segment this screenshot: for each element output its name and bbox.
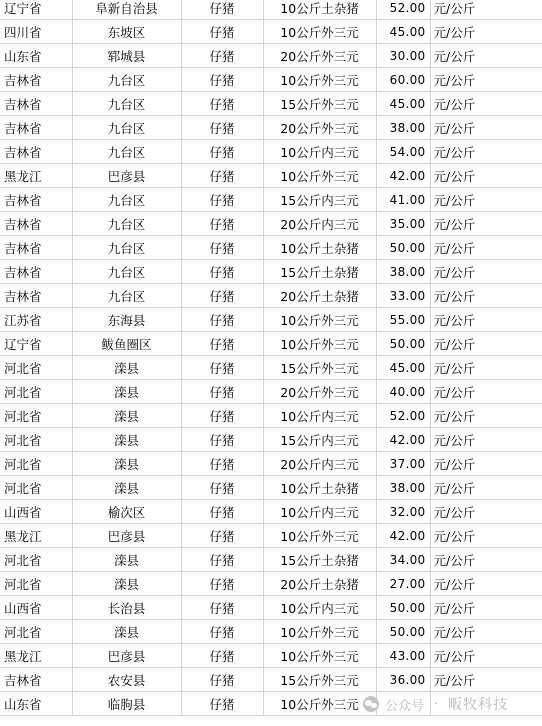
cell-unit[interactable]: 元/公斤 — [430, 68, 542, 92]
cell-unit[interactable]: 元/公斤 — [430, 0, 542, 20]
cell-type[interactable]: 仔猪 — [181, 332, 263, 356]
cell-province[interactable]: 山东省 — [0, 44, 72, 68]
cell-spec[interactable]: 10公斤外三元 — [263, 332, 376, 356]
table-row — [0, 524, 542, 548]
cell-price[interactable]: 30.00 — [376, 44, 430, 68]
cell-unit[interactable]: 元/公斤 — [430, 164, 542, 188]
cell-province[interactable]: 吉林省 — [0, 668, 72, 692]
table-row — [0, 452, 542, 476]
cell-area[interactable]: 农安县 — [72, 668, 181, 692]
cell-province[interactable]: 黑龙江 — [0, 164, 72, 188]
cell-type[interactable]: 仔猪 — [181, 620, 263, 644]
cell-price[interactable]: 54.00 — [376, 140, 430, 164]
table-row — [0, 0, 542, 20]
cell-area[interactable]: 九台区 — [72, 92, 181, 116]
cell-type[interactable]: 仔猪 — [181, 164, 263, 188]
cell-unit[interactable]: 元/公斤 — [430, 428, 542, 452]
cell-unit[interactable]: 元/公斤 — [430, 356, 542, 380]
cell-price[interactable]: 50.00 — [376, 620, 430, 644]
cell-price[interactable]: 50.00 — [376, 596, 430, 620]
cell-area[interactable]: 九台区 — [72, 284, 181, 308]
cell-type[interactable]: 仔猪 — [181, 524, 263, 548]
cell-price[interactable]: 45.00 — [376, 92, 430, 116]
cell-unit[interactable]: 元/公斤 — [430, 500, 542, 524]
cell-province[interactable]: 吉林省 — [0, 188, 72, 212]
table-row — [0, 572, 542, 596]
cell-unit[interactable]: 元/公斤 — [430, 116, 542, 140]
cell-type[interactable]: 仔猪 — [181, 452, 263, 476]
cell-unit[interactable]: 元/公斤 — [430, 20, 542, 44]
cell-price[interactable]: 35.00 — [376, 212, 430, 236]
cell-area[interactable]: 滦县 — [72, 404, 181, 428]
cell-type[interactable]: 仔猪 — [181, 500, 263, 524]
cell-area[interactable]: 滦县 — [72, 452, 181, 476]
cell-price[interactable]: 37.00 — [376, 452, 430, 476]
table-row — [0, 68, 542, 92]
cell-price[interactable] — [376, 692, 430, 716]
cell-province[interactable]: 吉林省 — [0, 212, 72, 236]
cell-spec[interactable]: 10公斤外三元 — [263, 68, 376, 92]
cell-area[interactable]: 巴彦县 — [72, 524, 181, 548]
cell-unit[interactable]: 元/公斤 — [430, 572, 542, 596]
cell-type[interactable]: 仔猪 — [181, 572, 263, 596]
table-row — [0, 116, 542, 140]
cell-unit[interactable] — [430, 692, 542, 716]
cell-province[interactable]: 黑龙江 — [0, 644, 72, 668]
cell-spec[interactable]: 15公斤内三元 — [263, 188, 376, 212]
cell-area[interactable]: 鲅鱼圈区 — [72, 332, 181, 356]
cell-unit[interactable]: 元/公斤 — [430, 596, 542, 620]
cell-province[interactable]: 吉林省 — [0, 140, 72, 164]
cell-type[interactable]: 仔猪 — [181, 212, 263, 236]
cell-area[interactable]: 滦县 — [72, 548, 181, 572]
cell-province[interactable]: 山西省 — [0, 500, 72, 524]
cell-price[interactable]: 52.00 — [376, 0, 430, 20]
cell-area[interactable]: 九台区 — [72, 212, 181, 236]
cell-area[interactable]: 临朐县 — [72, 692, 181, 716]
cell-province[interactable]: 吉林省 — [0, 236, 72, 260]
cell-unit[interactable]: 元/公斤 — [430, 212, 542, 236]
cell-price[interactable]: 45.00 — [376, 20, 430, 44]
cell-area[interactable]: 东海县 — [72, 308, 181, 332]
cell-province[interactable]: 河北省 — [0, 404, 72, 428]
cell-price[interactable]: 38.00 — [376, 116, 430, 140]
watermark-separator: · — [434, 696, 439, 712]
cell-area[interactable]: 滦县 — [72, 380, 181, 404]
cell-area[interactable]: 九台区 — [72, 188, 181, 212]
cell-spec[interactable]: 20公斤外三元 — [263, 380, 376, 404]
table-row — [0, 692, 542, 716]
cell-spec[interactable]: 20公斤外三元 — [263, 44, 376, 68]
cell-price[interactable]: 42.00 — [376, 164, 430, 188]
cell-spec[interactable]: 10公斤内三元 — [263, 140, 376, 164]
table-row — [0, 308, 542, 332]
cell-spec[interactable]: 10公斤外三元 — [263, 164, 376, 188]
cell-area[interactable]: 巴彦县 — [72, 644, 181, 668]
cell-unit[interactable]: 元/公斤 — [430, 92, 542, 116]
cell-unit[interactable]: 元/公斤 — [430, 380, 542, 404]
cell-spec[interactable]: 20公斤内三元 — [263, 452, 376, 476]
cell-unit[interactable]: 元/公斤 — [430, 332, 542, 356]
watermark-prefix: 公众号 — [385, 698, 425, 714]
cell-spec[interactable]: 10公斤外三元 — [263, 524, 376, 548]
cell-province[interactable]: 河北省 — [0, 452, 72, 476]
table-row — [0, 380, 542, 404]
cell-type[interactable]: 仔猪 — [181, 236, 263, 260]
cell-unit[interactable]: 元/公斤 — [430, 668, 542, 692]
cell-area[interactable]: 阜新自治县 — [72, 0, 181, 20]
cell-type[interactable]: 仔猪 — [181, 140, 263, 164]
table-row — [0, 644, 542, 668]
cell-area[interactable]: 巴彦县 — [72, 164, 181, 188]
cell-spec[interactable]: 15公斤土杂猪 — [263, 548, 376, 572]
cell-area[interactable]: 九台区 — [72, 260, 181, 284]
cell-spec[interactable]: 10公斤内三元 — [263, 404, 376, 428]
cell-area[interactable]: 东坡区 — [72, 20, 181, 44]
cell-type[interactable]: 仔猪 — [181, 356, 263, 380]
table-row — [0, 44, 542, 68]
cell-price[interactable]: 33.00 — [376, 284, 430, 308]
cell-province[interactable]: 河北省 — [0, 380, 72, 404]
cell-type[interactable]: 仔猪 — [181, 644, 263, 668]
cell-province[interactable]: 山东省 — [0, 692, 72, 716]
cell-price[interactable]: 38.00 — [376, 260, 430, 284]
cell-area[interactable]: 滦县 — [72, 620, 181, 644]
table-row — [0, 356, 542, 380]
cell-province[interactable]: 河北省 — [0, 572, 72, 596]
table-row — [0, 332, 542, 356]
cell-type[interactable]: 仔猪 — [181, 116, 263, 140]
cell-unit[interactable]: 元/公斤 — [430, 620, 542, 644]
cell-province[interactable]: 河北省 — [0, 620, 72, 644]
cell-province[interactable]: 山西省 — [0, 596, 72, 620]
cell-price[interactable]: 41.00 — [376, 188, 430, 212]
table-row — [0, 596, 542, 620]
cell-area[interactable]: 滦县 — [72, 572, 181, 596]
cell-price[interactable]: 45.00 — [376, 356, 430, 380]
cell-price[interactable]: 43.00 — [376, 644, 430, 668]
cell-unit[interactable]: 元/公斤 — [430, 524, 542, 548]
cell-province[interactable]: 河北省 — [0, 428, 72, 452]
cell-unit[interactable]: 元/公斤 — [430, 548, 542, 572]
cell-area[interactable]: 九台区 — [72, 140, 181, 164]
cell-type[interactable]: 仔猪 — [181, 404, 263, 428]
cell-area[interactable]: 九台区 — [72, 236, 181, 260]
table-row — [0, 476, 542, 500]
cell-spec[interactable]: 10公斤外三元 — [263, 644, 376, 668]
cell-province[interactable]: 吉林省 — [0, 68, 72, 92]
cell-area[interactable]: 长治县 — [72, 596, 181, 620]
cell-type[interactable]: 仔猪 — [181, 308, 263, 332]
cell-province[interactable]: 四川省 — [0, 20, 72, 44]
cell-spec[interactable]: 10公斤外三元 — [263, 20, 376, 44]
cell-area[interactable]: 滦县 — [72, 476, 181, 500]
cell-spec[interactable]: 20公斤土杂猪 — [263, 284, 376, 308]
table-row — [0, 92, 542, 116]
cell-spec[interactable]: 10公斤土杂猪 — [263, 476, 376, 500]
cell-area[interactable]: 滦县 — [72, 428, 181, 452]
table-row — [0, 20, 542, 44]
cell-spec[interactable]: 10公斤土杂猪 — [263, 0, 376, 20]
cell-price[interactable]: 50.00 — [376, 236, 430, 260]
cell-price[interactable]: 50.00 — [376, 332, 430, 356]
table-row — [0, 164, 542, 188]
cell-unit[interactable]: 元/公斤 — [430, 260, 542, 284]
cell-price[interactable]: 40.00 — [376, 380, 430, 404]
cell-spec[interactable]: 15公斤外三元 — [263, 92, 376, 116]
cell-price[interactable]: 38.00 — [376, 476, 430, 500]
cell-province[interactable]: 吉林省 — [0, 284, 72, 308]
cell-province[interactable]: 辽宁省 — [0, 332, 72, 356]
table-row — [0, 140, 542, 164]
cell-price[interactable]: 42.00 — [376, 428, 430, 452]
cell-spec[interactable]: 15公斤外三元 — [263, 356, 376, 380]
cell-unit[interactable]: 元/公斤 — [430, 284, 542, 308]
cell-spec[interactable]: 10公斤外三元 — [263, 308, 376, 332]
cell-spec[interactable]: 10公斤内三元 — [263, 596, 376, 620]
table-row — [0, 260, 542, 284]
cell-spec[interactable]: 15公斤外三元 — [263, 668, 376, 692]
cell-type[interactable]: 仔猪 — [181, 92, 263, 116]
table-row — [0, 428, 542, 452]
cell-price[interactable]: 42.00 — [376, 524, 430, 548]
cell-type[interactable]: 仔猪 — [181, 260, 263, 284]
cell-area[interactable]: 九台区 — [72, 116, 181, 140]
table-row — [0, 500, 542, 524]
cell-province[interactable]: 吉林省 — [0, 92, 72, 116]
cell-unit[interactable]: 元/公斤 — [430, 44, 542, 68]
cell-province[interactable]: 江苏省 — [0, 308, 72, 332]
cell-province[interactable]: 辽宁省 — [0, 0, 72, 20]
cell-province[interactable]: 吉林省 — [0, 116, 72, 140]
table-row — [0, 620, 542, 644]
cell-type[interactable]: 仔猪 — [181, 20, 263, 44]
cell-price[interactable]: 32.00 — [376, 500, 430, 524]
cell-unit[interactable]: 元/公斤 — [430, 308, 542, 332]
cell-type[interactable]: 仔猪 — [181, 68, 263, 92]
table-row — [0, 188, 542, 212]
cell-province[interactable]: 黑龙江 — [0, 524, 72, 548]
table-row — [0, 404, 542, 428]
cell-area[interactable]: 九台区 — [72, 68, 181, 92]
cell-area[interactable]: 榆次区 — [72, 500, 181, 524]
cell-spec[interactable]: 20公斤内三元 — [263, 212, 376, 236]
table-row — [0, 212, 542, 236]
cell-type[interactable]: 仔猪 — [181, 476, 263, 500]
cell-spec[interactable]: 20公斤外三元 — [263, 116, 376, 140]
cell-price[interactable]: 52.00 — [376, 404, 430, 428]
cell-unit[interactable]: 元/公斤 — [430, 404, 542, 428]
watermark-name: 畈牧科技 — [448, 697, 509, 713]
cell-type[interactable]: 仔猪 — [181, 188, 263, 212]
cell-unit[interactable]: 元/公斤 — [430, 140, 542, 164]
cell-unit[interactable]: 元/公斤 — [430, 476, 542, 500]
cell-price[interactable]: 27.00 — [376, 572, 430, 596]
cell-price[interactable]: 36.00 — [376, 668, 430, 692]
cell-province[interactable]: 河北省 — [0, 356, 72, 380]
cell-type[interactable]: 仔猪 — [181, 284, 263, 308]
table-row — [0, 284, 542, 308]
cell-spec[interactable]: 15公斤土杂猪 — [263, 260, 376, 284]
cell-spec[interactable]: 10公斤外三元 — [263, 692, 376, 716]
cell-type[interactable]: 仔猪 — [181, 596, 263, 620]
cell-price[interactable]: 55.00 — [376, 308, 430, 332]
cell-price[interactable]: 34.00 — [376, 548, 430, 572]
cell-type[interactable]: 仔猪 — [181, 428, 263, 452]
cell-spec[interactable]: 15公斤内三元 — [263, 428, 376, 452]
table-row — [0, 236, 542, 260]
cell-spec[interactable]: 20公斤土杂猪 — [263, 572, 376, 596]
cell-spec[interactable]: 10公斤土杂猪 — [263, 236, 376, 260]
cell-spec[interactable]: 10公斤外三元 — [263, 620, 376, 644]
cell-unit[interactable]: 元/公斤 — [430, 452, 542, 476]
cell-spec[interactable]: 10公斤内三元 — [263, 500, 376, 524]
cell-province[interactable]: 河北省 — [0, 548, 72, 572]
cell-type[interactable]: 仔猪 — [181, 692, 263, 716]
cell-type[interactable]: 仔猪 — [181, 380, 263, 404]
cell-price[interactable]: 60.00 — [376, 68, 430, 92]
cell-type[interactable]: 仔猪 — [181, 44, 263, 68]
cell-unit[interactable]: 元/公斤 — [430, 236, 542, 260]
cell-unit[interactable]: 元/公斤 — [430, 188, 542, 212]
table-row — [0, 668, 542, 692]
cell-unit[interactable]: 元/公斤 — [430, 644, 542, 668]
cell-province[interactable]: 吉林省 — [0, 260, 72, 284]
table-row — [0, 548, 542, 572]
cell-area[interactable]: 郓城县 — [72, 44, 181, 68]
cell-province[interactable]: 河北省 — [0, 476, 72, 500]
cell-type[interactable]: 仔猪 — [181, 548, 263, 572]
cell-type[interactable]: 仔猪 — [181, 0, 263, 20]
cell-type[interactable]: 仔猪 — [181, 668, 263, 692]
cell-area[interactable]: 滦县 — [72, 356, 181, 380]
